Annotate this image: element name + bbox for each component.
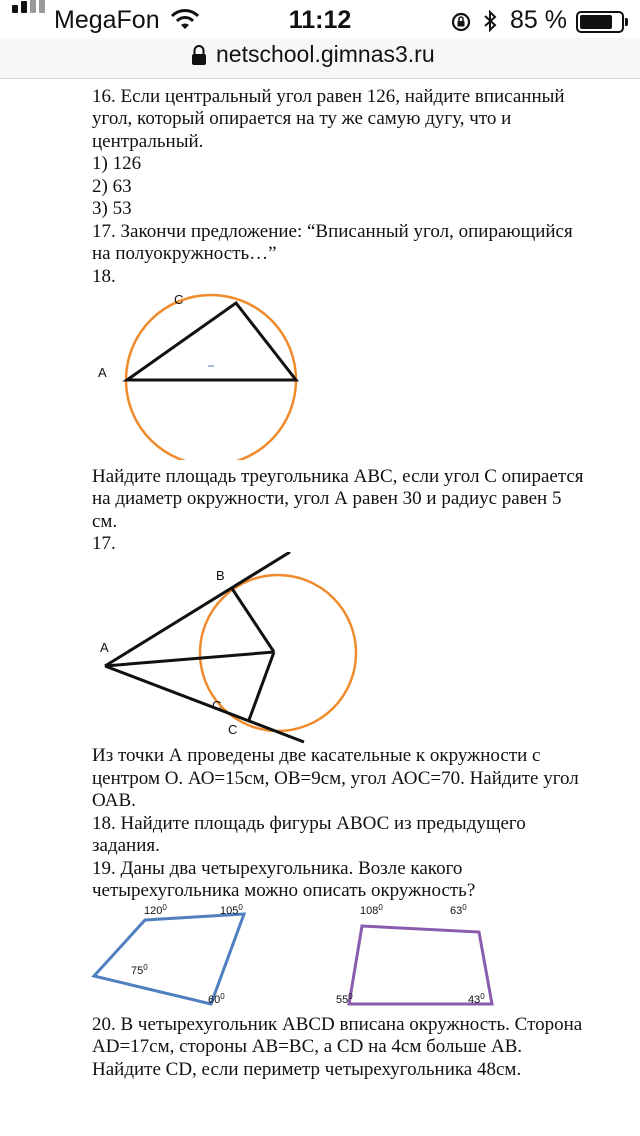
q18b-line-1: 18. Найдите площадь фигуры АВОС из предыдущего [92, 813, 526, 834]
q17b-line-2: центром О. АО=15см, ОВ=9см, угол АОС=70. Найдите угол [92, 768, 579, 789]
quadrilateral-1 [94, 914, 244, 1004]
quad1-angle-2: $105^0$ [220, 903, 243, 917]
q17b-number: 17. [92, 533, 116, 554]
q16-line-2: угол, который опирается на ту же самую дугу, что и [92, 108, 512, 129]
label-a: A [100, 640, 109, 655]
q16-option-1: 1) 126 [92, 153, 142, 174]
status-icons [450, 9, 498, 38]
q18a-number: 18. [92, 266, 116, 287]
clock: 11:12 [288, 6, 352, 34]
status-bar [0, 0, 640, 40]
label-c-overlap: C [212, 698, 222, 713]
lock-icon [191, 44, 207, 66]
triangle-abc [127, 303, 296, 380]
tangent-line-ab [105, 552, 290, 666]
carrier-name: MegaFon [54, 6, 160, 34]
label-c: C [174, 292, 184, 307]
q18a-line-1: Найдите площадь треугольника ABC, если угол C опирается [92, 466, 584, 487]
segment-ao [105, 652, 274, 666]
quad1-angle-3: $75^0$ [131, 963, 148, 977]
battery-percent: 85 % [510, 6, 567, 34]
label-a: A [98, 365, 107, 380]
figure-quadrilaterals [86, 900, 506, 1012]
q16-line-3: центральный. [92, 131, 204, 152]
q16-option-2: 2) 63 [92, 176, 132, 197]
quad2-angle-4: $43^0$ [468, 992, 485, 1006]
quad1-angle-1: $120^0$ [144, 903, 167, 917]
quad2-angle-2: $63^0$ [450, 903, 467, 917]
quadrilateral-2 [349, 926, 492, 1004]
q16-line-1: 16. Если центральный угол равен 126, найдите вписанный [92, 86, 565, 107]
address-bar[interactable] [0, 38, 640, 79]
figure-tangents [94, 552, 364, 744]
battery-fill [580, 15, 612, 29]
q19-line-1: 19. Даны два четырехугольника. Возле какого [92, 858, 463, 879]
q20-line-1: 20. В четырехугольник ABCD вписана окружность. Сторона [92, 1014, 583, 1035]
q18a-line-2: на диаметр окружности, угол А равен 30 и радиус равен 5 [92, 488, 562, 509]
q19-line-2: четырехугольника можно описать окружность? [92, 880, 476, 901]
battery-icon [576, 11, 624, 33]
url-text[interactable]: netschool.gimnas3.ru [216, 41, 435, 67]
q17b-line-1: Из точки А проведены две касательные к окружности с [92, 745, 541, 766]
q18b-line-2: задания. [92, 835, 160, 856]
label-b: B [216, 568, 225, 583]
figure-inscribed-triangle [86, 286, 316, 460]
circle [200, 575, 356, 731]
q17b-line-3: ОАВ. [92, 790, 136, 811]
q20-line-3: Найдите CD, если периметр четырехугольника 48см. [92, 1059, 522, 1080]
quad2-angle-1: $108^0$ [360, 903, 383, 917]
quad2-angle-3: $55^0$ [336, 992, 353, 1006]
label-c: C [228, 722, 238, 737]
segment-ob [231, 587, 274, 652]
quad1-angle-4: $60^0$ [208, 992, 225, 1006]
q17a-line-2: на полуокружность…” [92, 243, 277, 264]
q16-option-3: 3) 53 [92, 198, 132, 219]
bluetooth-icon [482, 9, 498, 33]
q17a-line-1: 17. Закончи предложение: “Вписанный угол, опирающийся [92, 221, 573, 242]
q18a-line-3: см. [92, 511, 118, 532]
q20-line-2: AD=17см, стороны АВ=ВС, а CD на 4см больше АВ. [92, 1036, 523, 1057]
orientation-lock-icon [450, 11, 472, 33]
segment-oc [249, 652, 274, 720]
